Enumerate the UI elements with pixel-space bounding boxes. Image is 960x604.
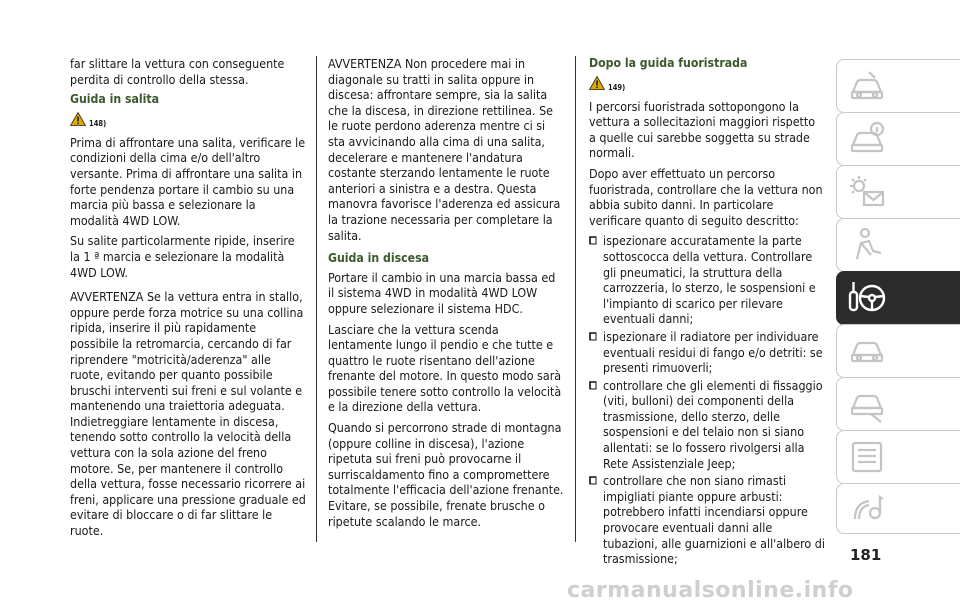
key-steering-wheel-icon [847,278,887,318]
heading-after-offroad: Dopo la guida fuoristrada [589,56,748,70]
warning-paragraph: AVVERTENZA Se la vettura entra in stallo, oppure perde forza motrice su una collina ripida, inserire il più rapidamente possibile la retromarcia, cercando di far riprendere "motricità/aderenza" alle ruote, evitando per quanto possibile bruschi interventi sui freni e sul volante e mantenendo una traiettoria adeguata. Indietreggiare lentamente in discesa, tenendo sotto controllo la velocità della vettura con la sola azione del freno motore. Se, per mantenere il controllo della vettura, fosse necessario ricorrere ai freni, applicare una pressione graduale ed evitare di bloccare o di far slittare le ruote. [70,289,306,539]
tab-multimedia[interactable] [836,483,960,534]
intro-paragraph: far slittare la vettura con conseguente perdita di controllo della stessa. [70,56,285,87]
column-divider [316,56,317,542]
car-road-icon [847,331,887,371]
tab-dashboard[interactable] [836,59,960,113]
paragraph: Lasciare che la vettura scenda lentamente lungo il pendio e che tutte e quattro le ruote risentano dell'azione frenante del motore. In questo modo sarà possibile tenere sotto controllo la velocità e la direzione della vettura. [328,321,562,415]
safety-person-icon [847,225,887,265]
column-3 [589,56,825,569]
bullet-icon [589,236,597,245]
tab-safety[interactable] [836,218,960,272]
tab-technical-data[interactable] [836,430,960,484]
warning-lights-envelope-icon [847,172,887,212]
tab-warning-lights[interactable] [836,165,960,219]
list-item-text: ispezionare accuratamente la parte sottoscocca della vettura. Controllare gli pneumatici, la struttura della carrozzeria, lo sterzo, le sospensioni e l'impianto di scarico per rilevare eventuali danni; [603,233,816,327]
list-item [589,473,825,567]
paragraph: Prima di affrontare una salita, verificare le condizioni della cima e/o dell'altro versante. Prima di affrontare una salita in forte pendenza portare il cambio su una marcia più bassa e selezionare la modalità 4WD LOW. [70,134,306,228]
warning-ref-label: 149) [608,82,626,92]
warning-triangle-icon [589,76,605,90]
paragraph: Portare il cambio in una marcia bassa ed il sistema 4WD in modalità 4WD LOW oppure selezionare il sistema HDC. [328,269,556,316]
bullet-icon [589,381,597,390]
paragraph: I percorsi fuoristrada sottopongono la vettura a sollecitazioni maggiori rispetto a quelle cui sarebbe soggetta su strade normali. [589,98,816,161]
warning-ref-149 [589,75,825,95]
multimedia-icon [847,489,887,529]
list-item [589,233,825,327]
bullet-icon [589,476,597,485]
paragraph: Dopo aver effettuato un percorso fuoristrada, controllare che la vettura non abbia subito danni. In particolare verificare quanto di seguito descritto: [589,165,823,228]
chapter-tabs [836,59,960,534]
tab-starting-driving[interactable] [836,271,960,325]
tab-emergency[interactable] [836,324,960,378]
bullet-icon [589,332,597,341]
list-item-text: ispezionare il radiatore per individuare eventuali residui di fango e/o detriti: se presenti rimuoverli; [603,328,823,376]
page-number: 181 [850,546,882,564]
list-item-text: controllare che non siano rimasti impigliati piante oppure arbusti: potrebbero infatti incendiarsi oppure provocare eventuali danni alle tubazioni, alle guarnizioni e all'albero di trasmissione; [603,473,825,567]
column-1 [70,56,306,544]
heading-downhill: Guida in discesa [328,251,429,266]
car-dashboard-icon [847,66,887,106]
technical-data-icon [847,437,887,477]
list-item [589,378,825,472]
watermark: carmanualsonline.info [567,578,854,603]
tab-car-info[interactable] [836,112,960,166]
paragraph: Su salite particolarmente ripide, inserire la 1 ª marcia e selezionare la modalità 4WD LOW. [70,233,295,280]
list-item [589,329,825,376]
heading-uphill: Guida in salita [70,92,160,107]
warning-ref-148 [70,111,306,131]
warning-ref-label: 148) [89,118,107,128]
paragraph: Quando si percorrono strade di montagna (oppure colline in discesa), l'azione ripetuta sui freni può provocarne il surriscaldamento fino a compromettere totalmente l'efficacia dell'azione frenante. Evitare, se possibile, frenate brusche o ripetute scalando le marce. [328,420,564,529]
car-service-wrench-icon [847,384,887,424]
column-2 [328,56,564,534]
tab-maintenance[interactable] [836,377,960,431]
column-divider [575,56,576,542]
warning-paragraph: AVVERTENZA Non procedere mai in diagonale su tratti in salita oppure in discesa: affrontare sempre, sia la salita che la discesa, in direzione rettilinea. Se le ruote perdono aderenza mentre ci si sta avvicinando alla cima di una salita, decelerare e mantenere l'andatura costante sterzando lentamente le ruote anteriori a sinistra e a destra. Questa manovra favorisce l'aderenza ed assicura la trazione necessaria per completare la salita. [328,56,561,243]
car-info-icon [847,119,887,159]
warning-triangle-icon [70,112,86,126]
list-item-text: controllare che gli elementi di fissaggio (viti, bulloni) dei componenti della trasmissione, dello sterzo, delle sospensioni e del telaio non si siano allentati: se lo fossero rivolgersi alla Rete Assistenziale Jeep; [603,377,823,471]
